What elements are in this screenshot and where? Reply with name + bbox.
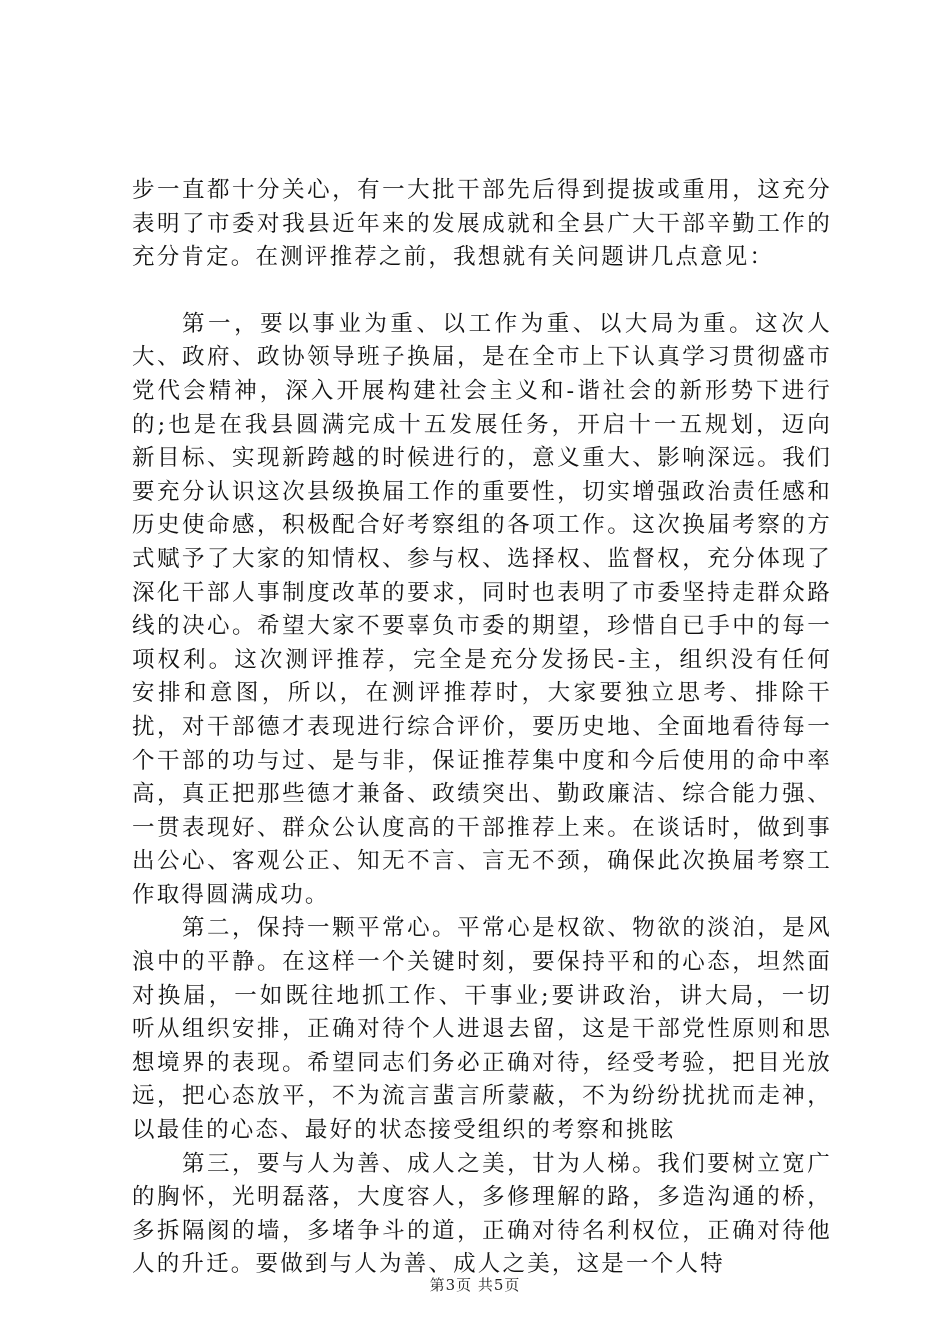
document-body bbox=[132, 174, 832, 1282]
paragraph-point-three: 第三，要与人为善、成人之美，甘为人梯。我们要树立宽广的胸怀，光明磊落，大度容人，多修理解的路，多造沟通的桥，多拆隔阂的墙，多堵争斗的道，正确对待名利权位，正确对待他人的升迁。要做到与人为善、成人之美，这是一个人特 bbox=[132, 1150, 832, 1278]
paragraph-point-two: 第二，保持一颗平常心。平常心是权欲、物欲的淡泊，是风浪中的平静。在这样一个关键时刻，要保持平和的心态，坦然面对换届，一如既往地抓工作、干事业;要讲政治，讲大局，一切听从组织安排，正确对待个人进退去留，这是干部党性原则和思想境界的表现。希望同志们务必正确对待，经受考验，把目光放远，把心态放平，不为流言蜚言所蒙蔽，不为纷纷扰扰而走神，以最佳的心态、最好的状态接受组织的考察和挑眩 bbox=[132, 915, 832, 1144]
paragraph-point-one: 第一，要以事业为重、以工作为重、以大局为重。这次人大、政府、政协领导班子换届，是在全市上下认真学习贯彻盛市党代会精神，深入开展构建社会主义和-谐社会的新形势下进行的;也是在我县圆满完成十五发展任务，开启十一五规划，迈向新目标、实现新跨越的时候进行的，意义重大、影响深远。我们要充分认识这次县级换届工作的重要性，切实增强政治责任感和历史使命感，积极配合好考察组的各项工作。这次换届考察的方式赋予了大家的知情权、参与权、选择权、监督权，充分体现了深化干部人事制度改革的要求，同时也表明了市委坚持走群众路线的决心。希望大家不要辜负市委的期望，珍惜自已手中的每一项权利。这次测评推荐，完全是充分发扬民-主，组织没有任何安排和意图，所以，在测评推荐时，大家要独立思考、排除干扰，对干部德才表现进行综合评价，要历史地、全面地看待每一个干部的功与过、是与非，保证推荐集中度和今后使用的命中率高，真正把那些德才兼备、政绩突出、勤政廉洁、综合能力强、一贯表现好、群众公认度高的干部推荐上来。在谈话时，做到事出公心、客观公正、知无不言、言无不颈，确保此次换届考察工作取得圆满成功。 bbox=[132, 310, 832, 908]
paragraph-intro: 步一直都十分关心，有一大批干部先后得到提拔或重用，这充分表明了市委对我县近年来的发展成就和全县广大干部辛勤工作的充分肯定。在测评推荐之前，我想就有关问题讲几点意见： bbox=[132, 177, 832, 271]
paragraph-spacer bbox=[132, 275, 832, 308]
page-number-footer: 第3页 共5页 bbox=[429, 1276, 521, 1294]
